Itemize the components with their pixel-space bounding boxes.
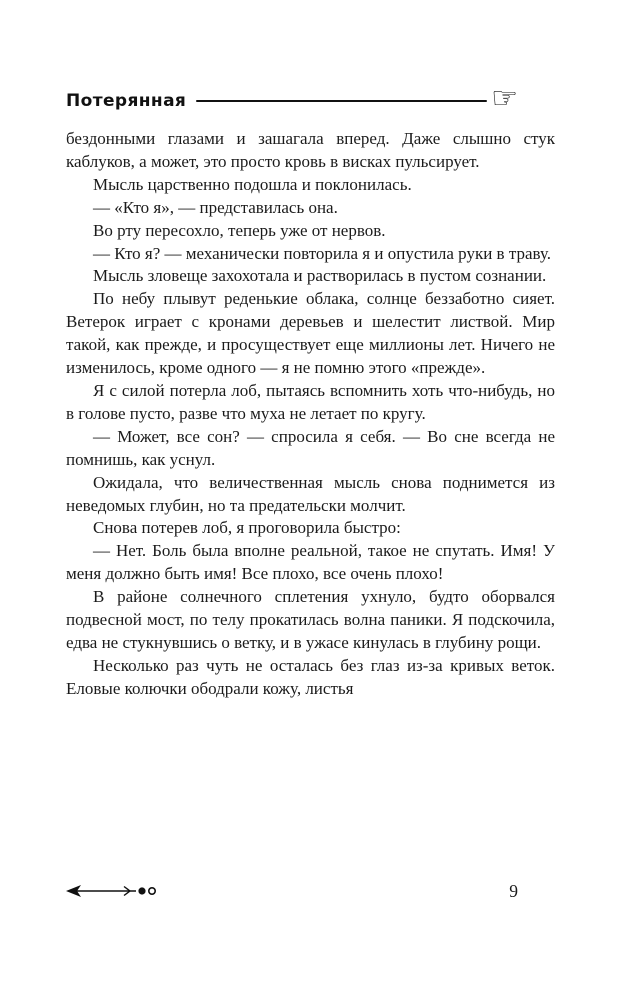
paragraph: Несколько раз чуть не осталась без глаз из-за кривых веток. Еловые колючки ободрали кожу, листья xyxy=(66,655,555,698)
paragraph: Мысль царственно подошла и поклонилась. xyxy=(93,174,412,194)
paragraph: Ожидала, что величественная мысль снова поднимется из неведомых глубин, но та предательски молчит. xyxy=(66,472,555,515)
paragraph: — Нет. Боль была вполне реальной, такое не спутать. Имя! У меня должно быть имя! Все плохо, все очень плохо! xyxy=(66,541,555,584)
paragraph: — «Кто я», — представилась она. xyxy=(93,197,338,217)
page-footer xyxy=(66,878,518,904)
page-number: 9 xyxy=(509,880,518,901)
paragraph: Во рту пересохло, теперь уже от нервов. xyxy=(93,220,386,240)
arrow-ornament-icon xyxy=(66,884,158,898)
header-rule xyxy=(196,100,487,103)
paragraph: бездонными глазами и зашагала вперед. Даже слышно стук каблуков, а может, это просто кровь в висках пульсирует. xyxy=(66,129,555,171)
paragraph: — Кто я? — механически повторила я и опустила руки в траву. xyxy=(93,243,552,263)
page-text xyxy=(66,128,555,701)
paragraph: — Может, все сон? — спросила я себя. — Во сне всегда не помнишь, как уснул. xyxy=(66,426,555,469)
paragraph: По небу плывут реденькие облака, солнце беззаботно сияет. Ветерок играет с кронами деревьев и шелестит листвой. Мир такой, как прежде, и просуществует еще миллионы лет. Ничего не изменилось, кроме одного — я не помню этого «прежде». xyxy=(66,289,555,378)
paragraph: Мысль зловеще захохотала и растворилась в пустом сознании. xyxy=(93,266,547,286)
paragraph: Я с силой потерла лоб, пытаясь вспомнить хоть что-нибудь, но в голове пусто, разве что муха не летает по кругу. xyxy=(66,380,555,423)
paragraph: Снова потерев лоб, я проговорила быстро: xyxy=(93,518,401,538)
running-header xyxy=(66,81,518,118)
book-title: Потерянная xyxy=(66,91,187,111)
pointing-hand-icon: ☞ xyxy=(491,81,518,116)
paragraph: В районе солнечного сплетения ухнуло, будто оборвался подвесной мост, по телу прокатилась волна паники. Я подскочила, едва не стукнувшись о ветку, и в ужасе кинулась в глубину рощи. xyxy=(66,587,555,652)
